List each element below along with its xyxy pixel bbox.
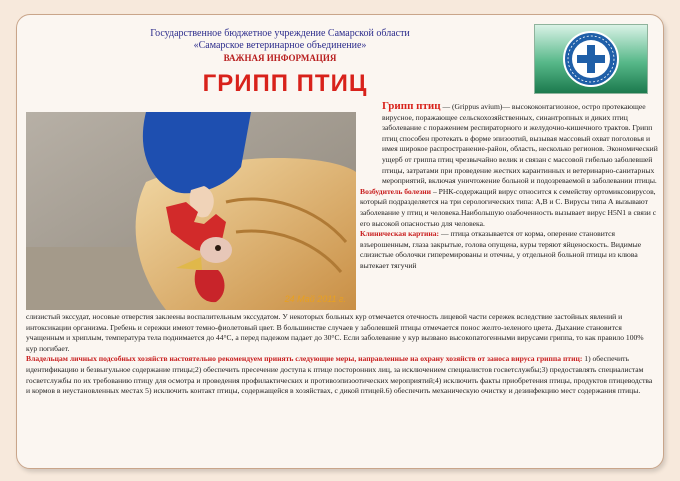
full-width-text <box>26 312 656 397</box>
pathogen-paragraph <box>360 187 658 229</box>
advice-paragraph <box>26 354 656 396</box>
advice-text: 1) обеспечить идентификацию и безвыгульное содержание птицы;2) обеспечить пресечение доступа к птице посторонних лиц, за исключением специалистов госветслужбы;3) предоставлять специалистам госветслужбы по их требованию птицу для осмотра и проведения профилактических и противоэпизоотических мероприятий;4) исключить факты приобретения птицы, продуктов птицеводства и кормов в неустановленных местах 5) исключить контакт птицы, содержащейся в хозяйствах, с дикой птицей.6) обеспечить механическую очистку и дезинфекцию мест содержания птицы. <box>26 354 653 396</box>
intro-term: Грипп птиц <box>382 100 441 112</box>
pathogen-label: Возбудитель болезни <box>360 186 432 196</box>
photo-date-caption: 24 Май 2011 г. <box>284 294 346 304</box>
org-name-line2: «Самарское ветеринарное объединение» <box>193 40 367 51</box>
organization-header <box>120 28 440 64</box>
clinical-paragraph <box>360 229 658 271</box>
clinical-label: Клиническая картина: <box>360 229 440 239</box>
page-title: ГРИПП ПТИЦ <box>202 70 368 97</box>
pathogen-text: – РНК-содержащий вирус относится к семейству ортомиксовирусов, который подразделяется на три серологических типа: А,В и С. Вирусы типа А вызывают заболевание у птиц и человека.Наибольшую озабоченность вызывает вирус H5N1 в связи с его высокой опасностью для человека. <box>360 186 657 228</box>
clinical-text-column: — птица отказывается от корма, оперение становится взъерошенным, глаза закрытые, голова опущена, куры теряют яйценоскость. Видимые слизистые оболочки гиперемированы и отечны, у отдельной больной птицы из клюва вытекает тягучий <box>360 229 642 270</box>
advice-label: Владельцам личных подсобных хозяйств настоятельно рекомендуем принять следующие меры, направленные на охрану хозяйств от заноса вируса гриппа птиц: <box>26 354 583 364</box>
text-column <box>360 101 658 272</box>
chicken-photo <box>26 112 356 310</box>
intro-text: — (Grippus avium)— высококонтагиозное, остро протекающее вирусное, поражающее сельскохозяйственных, синантропных и диких птиц заболевание с поражением респираторного и желудочно-кишечного трактов. Грипп птиц способен протекать в форме эпизоотий, вызывая массовый охват поголовья и имея широкое распространение-район, область, несколько регионов. Экономический ущерб от гриппа птиц чрезвычайно велик и связан с массовой гибелью заболевшей птицы, затратами при проведение жестких карантинных и ветеринарно-санитарных мероприятий, включая уничтожение больной и подозреваемой в заболевании птицы. <box>382 102 658 186</box>
veterinary-emblem-logo <box>534 24 648 94</box>
clinical-continuation: слизистый экссудат, носовые отверстия заклеены воспалительным экссудатом. У некоторых больных кур отмечается отечность лицевой части сережек вследствие застойных явлений и интоксикации организма. Гребень и сережки имеют темно-фиолетовый цвет. В большинстве случаев у заболевшей птицы отмечается понос желто-зеленого цвета. Дыхание становится учащенным и хриплым, температура тела поднимается до 44°С, а перед падежом падает до 30°С. Если заболевание у кур вызвано высокопатогенными вирусами гриппа, то как правило 100% кур погибает. <box>26 312 644 353</box>
intro-paragraph <box>360 101 658 187</box>
org-name-line1: Государственное бюджетное учреждение Самарской области <box>150 28 410 39</box>
important-notice: ВАЖНАЯ ИНФОРМАЦИЯ <box>223 53 337 63</box>
